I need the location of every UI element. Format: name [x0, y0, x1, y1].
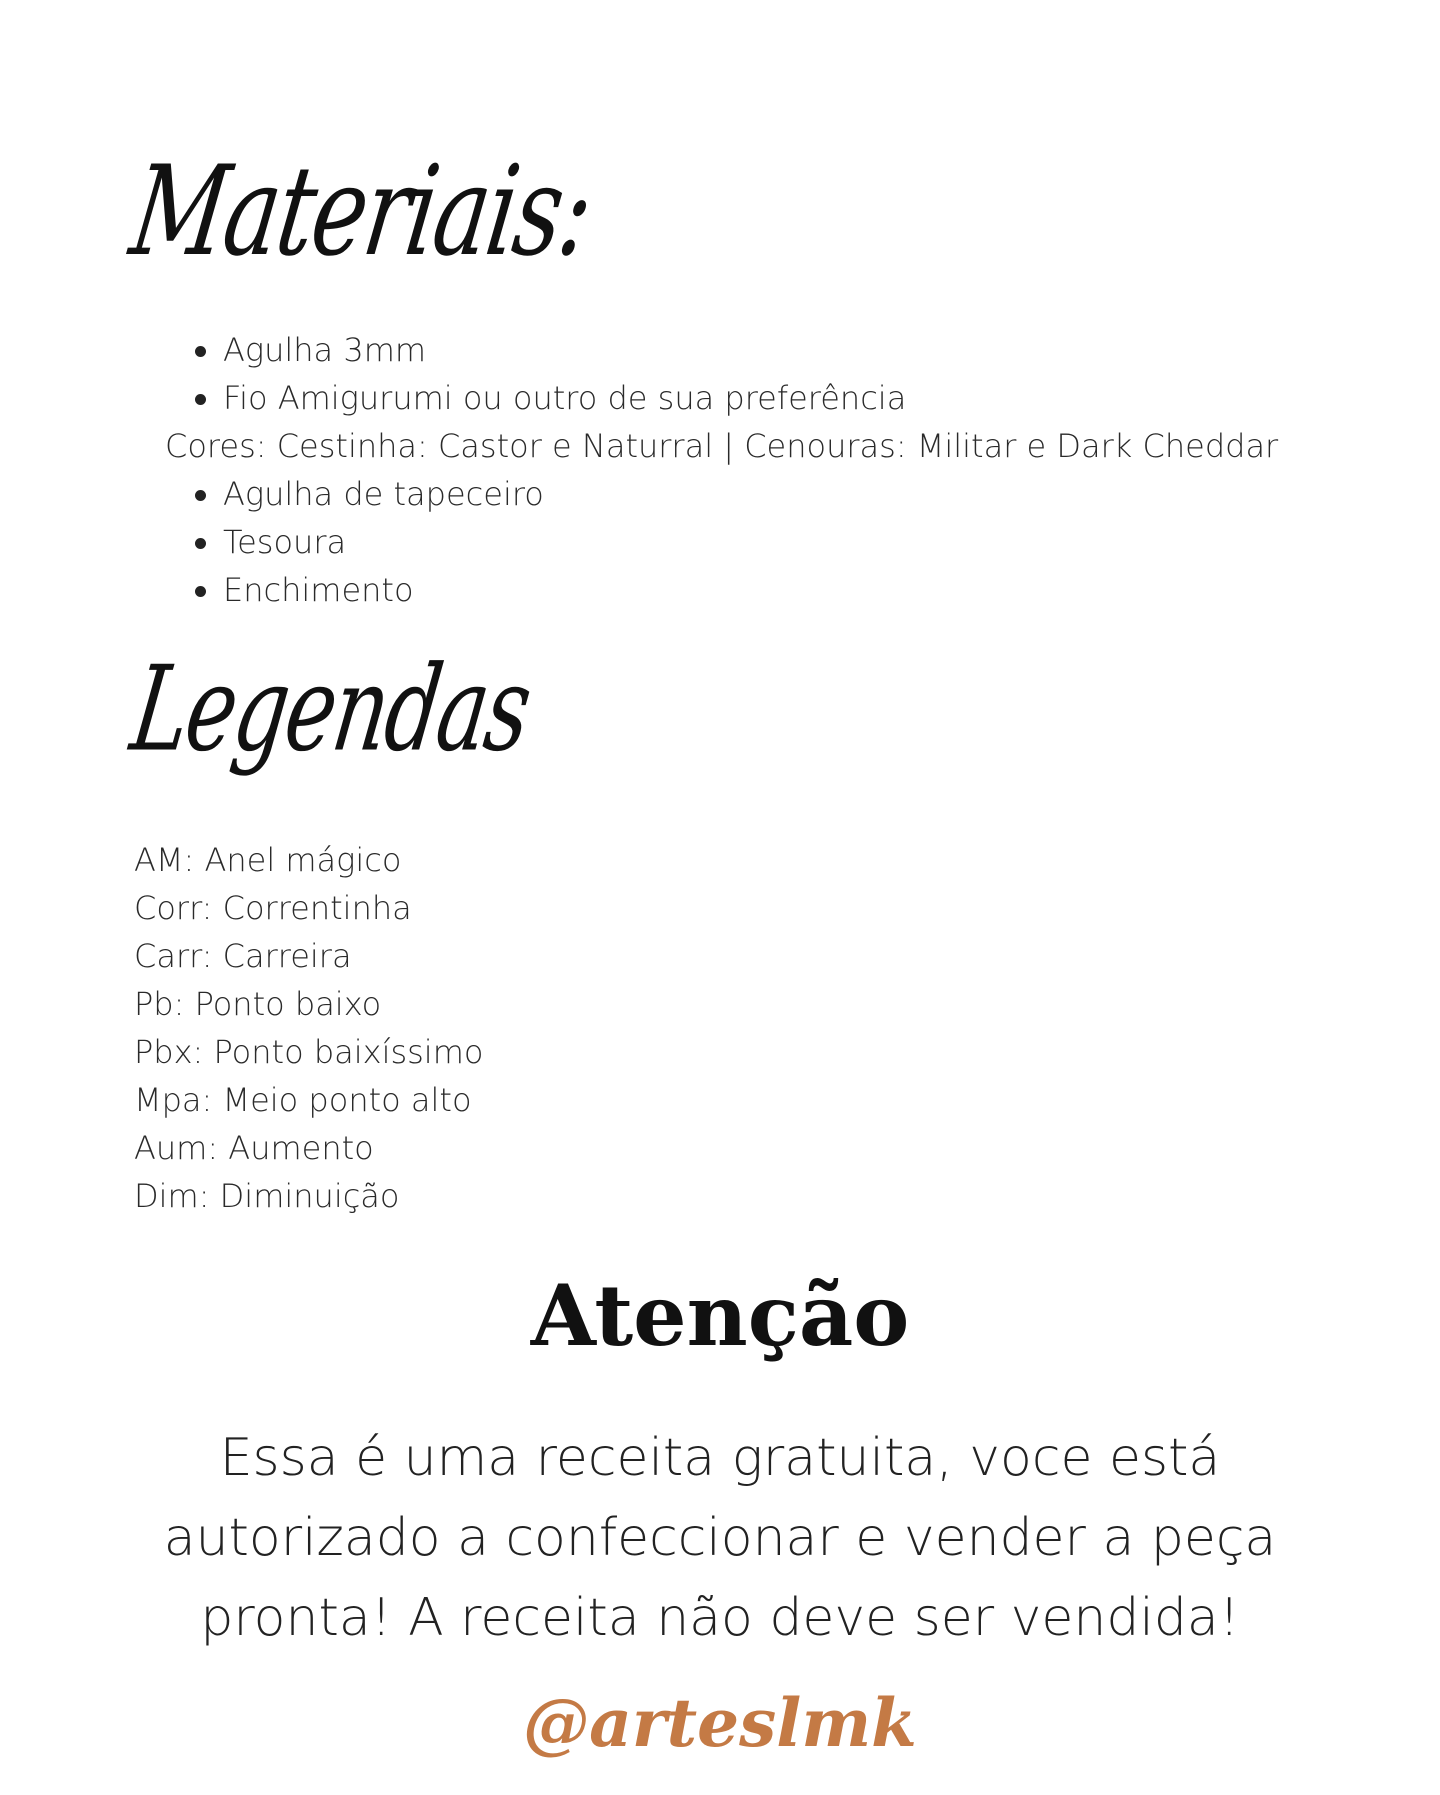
- materials-list-item: Agulha 3mm: [165, 326, 1305, 374]
- legend-item: Pbx: Ponto baixíssimo: [134, 1033, 484, 1071]
- materials-heading: Materiais:: [123, 139, 600, 284]
- legend-item: Aum: Aumento: [134, 1129, 374, 1167]
- legend-item: Pb: Ponto baixo: [134, 985, 382, 1023]
- materials-colors-note: Cores: Cestinha: Castor e Naturral | Cenouras: Militar e Dark Cheddar: [165, 427, 1279, 465]
- materials-list: [165, 326, 1305, 614]
- legend-item: Dim: Diminuição: [134, 1177, 400, 1215]
- materials-list-item: Tesoura: [165, 518, 1305, 566]
- legend-item: Corr: Correntinha: [134, 889, 412, 927]
- instagram-handle: @arteslmk: [523, 1684, 917, 1762]
- materials-list-item: Fio Amigurumi ou outro de sua preferência: [165, 374, 1305, 422]
- legend-heading: Legendas: [124, 640, 538, 778]
- attention-body: Essa é uma receita gratuita, voce está autorizado a confeccionar e vender a peça pronta! A receita não deve ser vendida!: [163, 1428, 1277, 1648]
- materials-list-item: Agulha de tapeceiro: [165, 470, 1305, 518]
- materials-list-item: Enchimento: [165, 566, 1305, 614]
- legend-list: [134, 836, 483, 1220]
- attention-title: Atenção: [530, 1266, 910, 1365]
- legend-item: Carr: Carreira: [134, 937, 352, 975]
- legend-item: Mpa: Meio ponto alto: [134, 1081, 472, 1119]
- legend-item: AM: Anel mágico: [134, 841, 402, 879]
